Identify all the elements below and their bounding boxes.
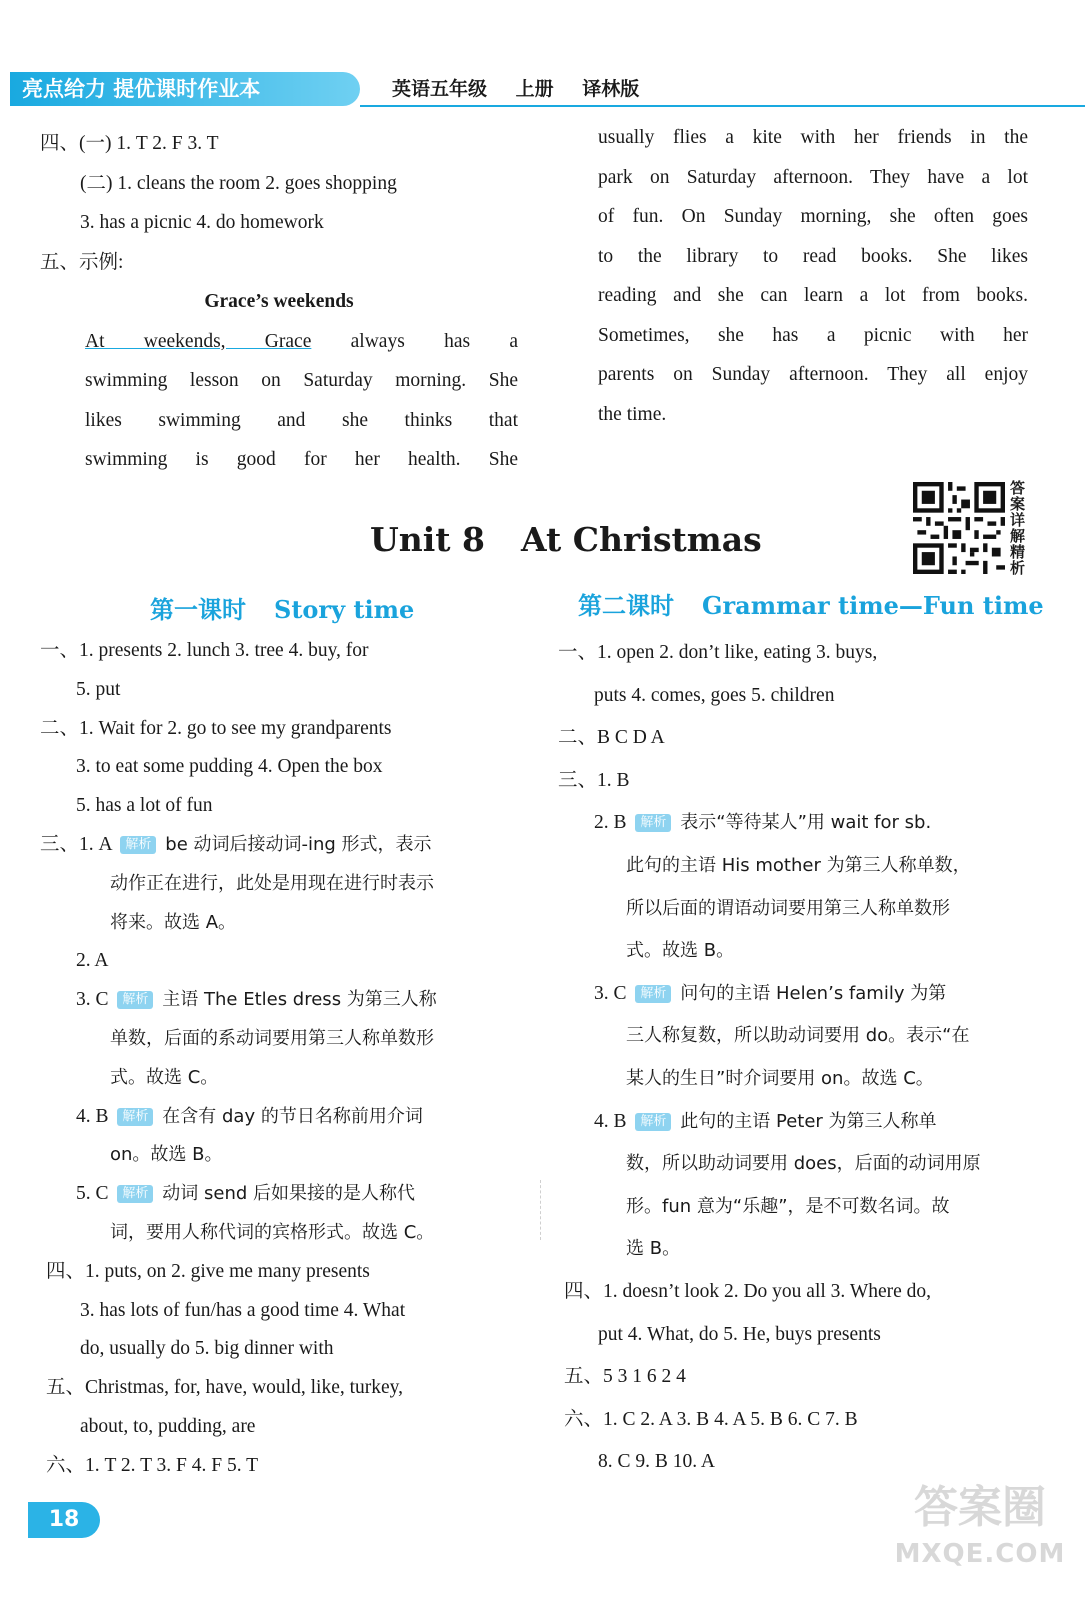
qr-caption: 答案详解精析 (1008, 480, 1026, 576)
lesson2-title-en: Grammar time—Fun time (702, 591, 1044, 620)
answer-line: 3. to eat some pudding 4. Open the box (76, 756, 383, 778)
answer-line: 一、1. presents 2. lunch 3. tree 4. buy, for (40, 640, 369, 661)
answer-line: put 4. What, do 5. He, buys presents (598, 1323, 881, 1345)
answer-line (40, 826, 520, 865)
answer-line: 五、5 3 1 6 2 4 (564, 1366, 686, 1388)
answer-line (558, 973, 1038, 1016)
explanation: 三人称复数，所以助动词要用 do。表示“在 (626, 1025, 970, 1047)
lesson2-title-cn: 第二课时 (578, 591, 674, 620)
answer-key: 5. C (76, 1183, 109, 1205)
explanation: be 动词后接动词-ing 形式，表示 (165, 833, 432, 855)
subject-label: 英语五年级 (392, 78, 488, 100)
watermark-logo (880, 1478, 1080, 1588)
answer-line (40, 981, 520, 1020)
explain-tag: 解析 (635, 1113, 671, 1131)
answer-line: (二) 1. cleans the room 2. goes shopping (80, 172, 397, 194)
essay-line: swimming is good for her health. She (85, 449, 518, 470)
top-left-column (40, 124, 518, 480)
answer-line: 六、1. T 2. T 3. F 4. F 5. T (46, 1454, 259, 1476)
answer-line: 五、示例: (40, 251, 124, 273)
column-divider (540, 1180, 541, 1240)
essay-lead: At weekends, Grace (85, 330, 312, 352)
explanation: 问句的主语 Helen’s family 为第 (680, 982, 947, 1004)
answer-line: 5. put (76, 678, 121, 700)
unit-title (370, 520, 762, 559)
essay-lead-rest: always has a (350, 330, 518, 352)
answer-line: 四、1. doesn’t look 2. Do you all 3. Where do, (564, 1280, 932, 1302)
explanation: 此句的主语 His mother 为第三人称单数， (626, 854, 971, 876)
explanation: 动词 send 后如果接的是人称代 (162, 1183, 416, 1205)
watermark-bottom: MXQE.COM (894, 1539, 1066, 1569)
answer-key: 3. C (594, 982, 627, 1004)
answer-line (558, 802, 1038, 845)
explain-tag: 解析 (117, 991, 153, 1009)
explanation: 主语 The Etles dress 为第三人称 (162, 989, 437, 1011)
essay-line: park on Saturday afternoon. They have a lot (598, 166, 1028, 188)
lesson1-title (150, 590, 414, 625)
explain-tag: 解析 (635, 814, 671, 832)
explanation: 在含有 day 的节日名称前用介词 (162, 1105, 423, 1127)
lesson2-title (578, 586, 1044, 621)
lesson1-title-en: Story time (274, 595, 415, 624)
explain-tag: 解析 (117, 1108, 153, 1126)
brand-banner: 亮点给力 提优课时作业本 (10, 72, 360, 106)
explanation: 词，要用人称代词的宾格形式。故选 C。 (110, 1221, 435, 1243)
essay-line: the time. (598, 403, 667, 425)
unit-name: At Christmas (521, 520, 762, 559)
essay-line: parents on Sunday afternoon. They all enjoy (598, 364, 1028, 385)
essay-line (40, 322, 518, 362)
explain-tag: 解析 (120, 836, 156, 854)
essay-line: usually flies a kite with her friends in the (598, 127, 1028, 148)
answer-key: 三、1. A (40, 833, 112, 855)
lesson1-title-cn: 第一课时 (150, 595, 246, 624)
answer-line: 三、1. B (558, 769, 630, 791)
top-right-column (598, 118, 1028, 434)
answer-key: 3. C (76, 989, 109, 1011)
explain-tag: 解析 (635, 985, 671, 1003)
answer-line: 五、Christmas, for, have, would, like, turkey, (46, 1377, 404, 1399)
edition-label: 译林版 (582, 78, 640, 100)
answer-key: 4. B (76, 1105, 109, 1127)
answer-line (558, 1101, 1038, 1144)
answer-line: 一、1. open 2. don’t like, eating 3. buys, (558, 642, 878, 663)
essay-title: Grace’s weekends (204, 291, 354, 312)
answer-line: 3. has a picnic 4. do homework (80, 212, 324, 233)
essay-line: of fun. On Sunday morning, she often goes (598, 206, 1028, 227)
answer-line: 5. has a lot of fun (76, 795, 213, 817)
explanation: 表示“等待某人”用 wait for sb. (680, 812, 932, 834)
explanation: 此句的主语 Peter 为第三人称单 (680, 1110, 937, 1132)
answer-line: 2. A (76, 950, 109, 972)
volume-label: 上册 (515, 78, 554, 100)
explanation: 数，所以助动词要用 does，后面的动词用原 (626, 1153, 981, 1175)
lesson1-column (40, 632, 520, 1486)
answer-line: 3. has lots of fun/has a good time 4. What (80, 1299, 406, 1321)
answer-line: 8. C 9. B 10. A (598, 1451, 716, 1473)
explanation: 选 B。 (626, 1238, 681, 1260)
answer-line: 二、B C D A (558, 727, 665, 749)
answer-line: 四、1. puts, on 2. give me many presents (46, 1260, 370, 1282)
essay-line: to the library to read books. She likes (598, 245, 1028, 267)
answer-line: 六、1. C 2. A 3. B 4. A 5. B 6. C 7. B (564, 1408, 858, 1430)
watermark-top: 答案圈 (914, 1482, 1046, 1533)
explanation: 式。故选 B。 (626, 940, 735, 962)
explanation: 将来。故选 A。 (110, 911, 237, 933)
explanation: 某人的生日”时介词要用 on。故选 C。 (626, 1067, 934, 1089)
answer-line: puts 4. comes, goes 5. children (594, 684, 835, 706)
essay-line: reading and she can learn a lot from books. (598, 285, 1028, 306)
answer-line: 二、1. Wait for 2. go to see my grandparents (40, 717, 392, 739)
explanation: 单数，后面的系动词要用第三人称单数形 (110, 1027, 434, 1049)
answer-key: 2. B (594, 812, 627, 834)
answer-line: about, to, pudding, are (80, 1415, 256, 1437)
explanation: 形。fun 意为“乐趣”，是不可数名词。故 (626, 1195, 950, 1217)
explanation: 动作正在进行，此处是用现在进行时表示 (110, 872, 434, 894)
answer-key: 4. B (594, 1110, 627, 1132)
qr-code-icon[interactable] (913, 482, 1005, 574)
answer-line: do, usually do 5. big dinner with (80, 1338, 334, 1360)
answer-line (40, 1098, 520, 1137)
essay-line: Sometimes, she has a picnic with her (598, 324, 1028, 346)
essay-line: swimming lesson on Saturday morning. She (85, 370, 518, 391)
unit-number: Unit 8 (370, 520, 486, 559)
lesson2-column (558, 632, 1038, 1484)
explanation: on。故选 B。 (110, 1144, 223, 1166)
explanation: 所以后面的谓语动词要用第三人称单数形 (626, 897, 950, 919)
answer-line: 四、(一) 1. T 2. F 3. T (40, 133, 219, 154)
header-rule (360, 105, 1085, 107)
answer-line (40, 1175, 520, 1214)
page-header (0, 72, 1085, 108)
essay-line: likes swimming and she thinks that (85, 409, 518, 431)
book-info (392, 74, 661, 104)
page-number: 18 (28, 1502, 100, 1538)
explain-tag: 解析 (117, 1185, 153, 1203)
explanation: 式。故选 C。 (110, 1066, 219, 1088)
